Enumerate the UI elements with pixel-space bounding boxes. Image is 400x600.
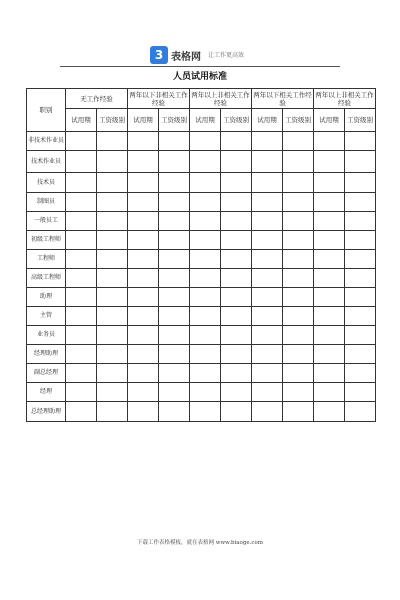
- trial-period-cell[interactable]: [190, 193, 221, 212]
- wage-level-cell[interactable]: [159, 231, 190, 250]
- trial-period-cell[interactable]: [66, 402, 97, 422]
- wage-level-cell[interactable]: [159, 364, 190, 383]
- sub-header-trial: 试用期: [66, 109, 97, 132]
- wage-level-cell[interactable]: [221, 250, 252, 269]
- trial-period-cell[interactable]: [190, 345, 221, 364]
- wage-level-cell[interactable]: [283, 231, 314, 250]
- wage-level-cell[interactable]: [159, 288, 190, 307]
- wage-level-cell[interactable]: [97, 269, 128, 288]
- table-row: [27, 383, 376, 402]
- trial-period-cell[interactable]: [314, 288, 345, 307]
- trial-period-cell[interactable]: [314, 231, 345, 250]
- table-row: [27, 402, 376, 422]
- wage-level-cell[interactable]: [159, 383, 190, 402]
- group-header: 无工作经验: [66, 89, 128, 109]
- trial-period-cell[interactable]: [190, 326, 221, 345]
- wage-level-cell[interactable]: [97, 151, 128, 173]
- wage-level-cell[interactable]: [221, 231, 252, 250]
- wage-level-cell[interactable]: [221, 364, 252, 383]
- trial-period-cell[interactable]: [252, 231, 283, 250]
- trial-period-cell[interactable]: [190, 402, 221, 422]
- role-column-header: 职别: [27, 89, 66, 132]
- sub-header-wage: 工资级别: [159, 109, 190, 132]
- role-cell: 经理: [27, 383, 66, 402]
- trial-period-cell[interactable]: [314, 250, 345, 269]
- footer-text: 下载工作表格模板，就在表格网 www.biaoge.com: [137, 540, 263, 546]
- wage-level-cell[interactable]: [97, 193, 128, 212]
- trial-period-cell[interactable]: [128, 288, 159, 307]
- trial-period-cell[interactable]: [252, 307, 283, 326]
- wage-level-cell[interactable]: [97, 212, 128, 231]
- trial-period-cell[interactable]: [190, 383, 221, 402]
- sub-header-trial: 试用期: [314, 109, 345, 132]
- wage-level-cell[interactable]: [283, 326, 314, 345]
- wage-level-cell[interactable]: [345, 212, 376, 231]
- wage-level-cell[interactable]: [345, 132, 376, 151]
- trial-period-cell[interactable]: [314, 326, 345, 345]
- trial-period-cell[interactable]: [128, 307, 159, 326]
- wage-level-cell[interactable]: [283, 193, 314, 212]
- header-divider: [60, 66, 340, 67]
- wage-level-cell[interactable]: [221, 383, 252, 402]
- wage-level-cell[interactable]: [97, 231, 128, 250]
- table-row: [27, 212, 376, 231]
- trial-period-cell[interactable]: [252, 269, 283, 288]
- trial-period-cell[interactable]: [252, 326, 283, 345]
- trial-period-cell[interactable]: [190, 288, 221, 307]
- trial-period-cell[interactable]: [128, 345, 159, 364]
- group-header: 两年以上非相关工作经验: [191, 90, 250, 107]
- trial-period-cell[interactable]: [66, 269, 97, 288]
- trial-period-cell[interactable]: [128, 250, 159, 269]
- wage-level-cell[interactable]: [283, 132, 314, 151]
- wage-level-cell[interactable]: [159, 269, 190, 288]
- trial-period-cell[interactable]: [66, 151, 97, 173]
- trial-period-cell[interactable]: [190, 231, 221, 250]
- wage-level-cell[interactable]: [283, 173, 314, 193]
- trial-period-cell[interactable]: [314, 173, 345, 193]
- group-header: 两年以下相关工作经验: [253, 90, 312, 107]
- trial-period-cell[interactable]: [190, 250, 221, 269]
- role-cell: 制图员: [27, 193, 66, 212]
- wage-level-cell[interactable]: [221, 212, 252, 231]
- wage-level-cell[interactable]: [283, 288, 314, 307]
- trial-period-cell[interactable]: [190, 212, 221, 231]
- trial-period-cell[interactable]: [128, 173, 159, 193]
- role-cell: 工程师: [27, 250, 66, 269]
- wage-level-cell[interactable]: [221, 326, 252, 345]
- wage-level-cell[interactable]: [159, 402, 190, 422]
- trial-period-cell[interactable]: [314, 383, 345, 402]
- wage-level-cell[interactable]: [97, 364, 128, 383]
- trial-period-cell[interactable]: [66, 326, 97, 345]
- wage-level-cell[interactable]: [159, 250, 190, 269]
- wage-level-cell[interactable]: [97, 402, 128, 422]
- table-row: [27, 193, 376, 212]
- wage-level-cell[interactable]: [283, 402, 314, 422]
- wage-level-cell[interactable]: [97, 345, 128, 364]
- wage-level-cell[interactable]: [283, 364, 314, 383]
- trial-period-cell[interactable]: [128, 364, 159, 383]
- trial-period-cell[interactable]: [252, 402, 283, 422]
- trial-period-cell[interactable]: [252, 345, 283, 364]
- wage-level-cell[interactable]: [283, 151, 314, 173]
- wage-level-cell[interactable]: [159, 173, 190, 193]
- trial-period-cell[interactable]: [66, 193, 97, 212]
- wage-level-cell[interactable]: [345, 151, 376, 173]
- trial-period-cell[interactable]: [128, 383, 159, 402]
- wage-level-cell[interactable]: [221, 402, 252, 422]
- trial-period-cell[interactable]: [128, 193, 159, 212]
- site-header: [0, 44, 400, 68]
- wage-level-cell[interactable]: [345, 326, 376, 345]
- wage-level-cell[interactable]: [345, 173, 376, 193]
- role-cell: 初级工程师: [27, 231, 66, 250]
- trial-period-cell[interactable]: [314, 269, 345, 288]
- table-body: [27, 132, 376, 422]
- wage-level-cell[interactable]: [283, 383, 314, 402]
- trial-period-cell[interactable]: [314, 402, 345, 422]
- trial-period-cell[interactable]: [252, 193, 283, 212]
- trial-period-cell[interactable]: [314, 193, 345, 212]
- wage-level-cell[interactable]: [221, 288, 252, 307]
- wage-level-cell[interactable]: [221, 345, 252, 364]
- wage-level-cell[interactable]: [159, 307, 190, 326]
- wage-level-cell[interactable]: [159, 326, 190, 345]
- wage-level-cell[interactable]: [97, 132, 128, 151]
- trial-period-cell[interactable]: [128, 326, 159, 345]
- trial-period-cell[interactable]: [128, 231, 159, 250]
- trial-period-cell[interactable]: [252, 151, 283, 173]
- role-cell: 总经理助理: [27, 402, 66, 422]
- group-header-row: [27, 89, 376, 109]
- sub-header-wage: 工资级别: [221, 109, 252, 132]
- wage-level-cell[interactable]: [345, 288, 376, 307]
- wage-level-cell[interactable]: [159, 132, 190, 151]
- trial-period-cell[interactable]: [190, 132, 221, 151]
- table-row: [27, 307, 376, 326]
- group-header: 两年以上非相关工作经验: [315, 90, 374, 107]
- table-row: [27, 173, 376, 193]
- role-cell: 技术作业员: [27, 151, 66, 173]
- wage-level-cell[interactable]: [221, 151, 252, 173]
- table-row: [27, 345, 376, 364]
- role-cell: 主管: [27, 307, 66, 326]
- logo-icon: 3: [150, 46, 168, 64]
- wage-level-cell[interactable]: [345, 307, 376, 326]
- trial-period-cell[interactable]: [252, 132, 283, 151]
- trial-period-cell[interactable]: [190, 173, 221, 193]
- trial-standard-table: [26, 88, 376, 422]
- wage-level-cell[interactable]: [345, 402, 376, 422]
- logo-name: 表格网: [171, 52, 201, 63]
- wage-level-cell[interactable]: [345, 250, 376, 269]
- wage-level-cell[interactable]: [159, 345, 190, 364]
- group-header: 两年以下非相关工作经验: [129, 90, 188, 107]
- trial-period-cell[interactable]: [66, 307, 97, 326]
- wage-level-cell[interactable]: [221, 193, 252, 212]
- role-cell: 业务员: [27, 326, 66, 345]
- table-row: [27, 132, 376, 151]
- wage-level-cell[interactable]: [159, 193, 190, 212]
- sub-header-trial: 试用期: [190, 109, 221, 132]
- table-row: [27, 288, 376, 307]
- trial-period-cell[interactable]: [190, 269, 221, 288]
- wage-level-cell[interactable]: [97, 383, 128, 402]
- trial-period-cell[interactable]: [252, 383, 283, 402]
- trial-period-cell[interactable]: [128, 402, 159, 422]
- sub-header-trial: 试用期: [128, 109, 159, 132]
- wage-level-cell[interactable]: [159, 151, 190, 173]
- role-cell: 一般员工: [27, 212, 66, 231]
- trial-period-cell[interactable]: [314, 345, 345, 364]
- role-cell: 助理: [27, 288, 66, 307]
- wage-level-cell[interactable]: [345, 345, 376, 364]
- role-cell: 非技术作业员: [27, 132, 66, 151]
- trial-period-cell[interactable]: [128, 212, 159, 231]
- wage-level-cell[interactable]: [345, 364, 376, 383]
- trial-period-cell[interactable]: [314, 132, 345, 151]
- wage-level-cell[interactable]: [97, 173, 128, 193]
- wage-level-cell[interactable]: [345, 269, 376, 288]
- wage-level-cell[interactable]: [97, 326, 128, 345]
- trial-period-cell[interactable]: [314, 151, 345, 173]
- role-cell: 高级工程师: [27, 269, 66, 288]
- wage-level-cell[interactable]: [283, 345, 314, 364]
- table-row: [27, 269, 376, 288]
- wage-level-cell[interactable]: [283, 269, 314, 288]
- table-row: [27, 326, 376, 345]
- trial-period-cell[interactable]: [66, 212, 97, 231]
- trial-period-cell[interactable]: [314, 307, 345, 326]
- wage-level-cell[interactable]: [283, 212, 314, 231]
- table-row: [27, 231, 376, 250]
- trial-period-cell[interactable]: [190, 364, 221, 383]
- wage-level-cell[interactable]: [221, 132, 252, 151]
- sub-header-trial: 试用期: [252, 109, 283, 132]
- wage-level-cell[interactable]: [283, 250, 314, 269]
- role-cell: 经理助理: [27, 345, 66, 364]
- role-cell: 副总经理: [27, 364, 66, 383]
- trial-period-cell[interactable]: [66, 288, 97, 307]
- trial-period-cell[interactable]: [314, 364, 345, 383]
- role-cell: 技术员: [27, 173, 66, 193]
- trial-period-cell[interactable]: [66, 250, 97, 269]
- trial-period-cell[interactable]: [252, 364, 283, 383]
- logo-slogan: 让工作更高效: [208, 52, 245, 59]
- trial-period-cell[interactable]: [252, 173, 283, 193]
- sub-header-wage: 工资级别: [283, 109, 314, 132]
- wage-level-cell[interactable]: [97, 250, 128, 269]
- trial-period-cell[interactable]: [66, 364, 97, 383]
- trial-period-cell[interactable]: [128, 269, 159, 288]
- trial-period-cell[interactable]: [190, 307, 221, 326]
- wage-level-cell[interactable]: [97, 288, 128, 307]
- table-row: [27, 250, 376, 269]
- wage-level-cell[interactable]: [97, 307, 128, 326]
- trial-period-cell[interactable]: [314, 212, 345, 231]
- trial-period-cell[interactable]: [252, 250, 283, 269]
- wage-level-cell[interactable]: [283, 307, 314, 326]
- trial-period-cell[interactable]: [128, 132, 159, 151]
- wage-level-cell[interactable]: [345, 383, 376, 402]
- trial-period-cell[interactable]: [66, 132, 97, 151]
- trial-period-cell[interactable]: [190, 151, 221, 173]
- sub-header-wage: 工资级别: [345, 109, 376, 132]
- sub-header-wage: 工资级别: [97, 109, 128, 132]
- trial-period-cell[interactable]: [128, 151, 159, 173]
- table-row: [27, 151, 376, 173]
- trial-period-cell[interactable]: [66, 383, 97, 402]
- trial-period-cell[interactable]: [66, 173, 97, 193]
- trial-period-cell[interactable]: [66, 345, 97, 364]
- wage-level-cell[interactable]: [221, 269, 252, 288]
- wage-level-cell[interactable]: [221, 307, 252, 326]
- wage-level-cell[interactable]: [345, 193, 376, 212]
- wage-level-cell[interactable]: [345, 231, 376, 250]
- wage-level-cell[interactable]: [221, 173, 252, 193]
- sub-header-row: [27, 109, 376, 132]
- trial-period-cell[interactable]: [66, 231, 97, 250]
- trial-period-cell[interactable]: [252, 212, 283, 231]
- trial-period-cell[interactable]: [252, 288, 283, 307]
- table-row: [27, 364, 376, 383]
- wage-level-cell[interactable]: [159, 212, 190, 231]
- document-title: 人员试用标准: [172, 72, 227, 82]
